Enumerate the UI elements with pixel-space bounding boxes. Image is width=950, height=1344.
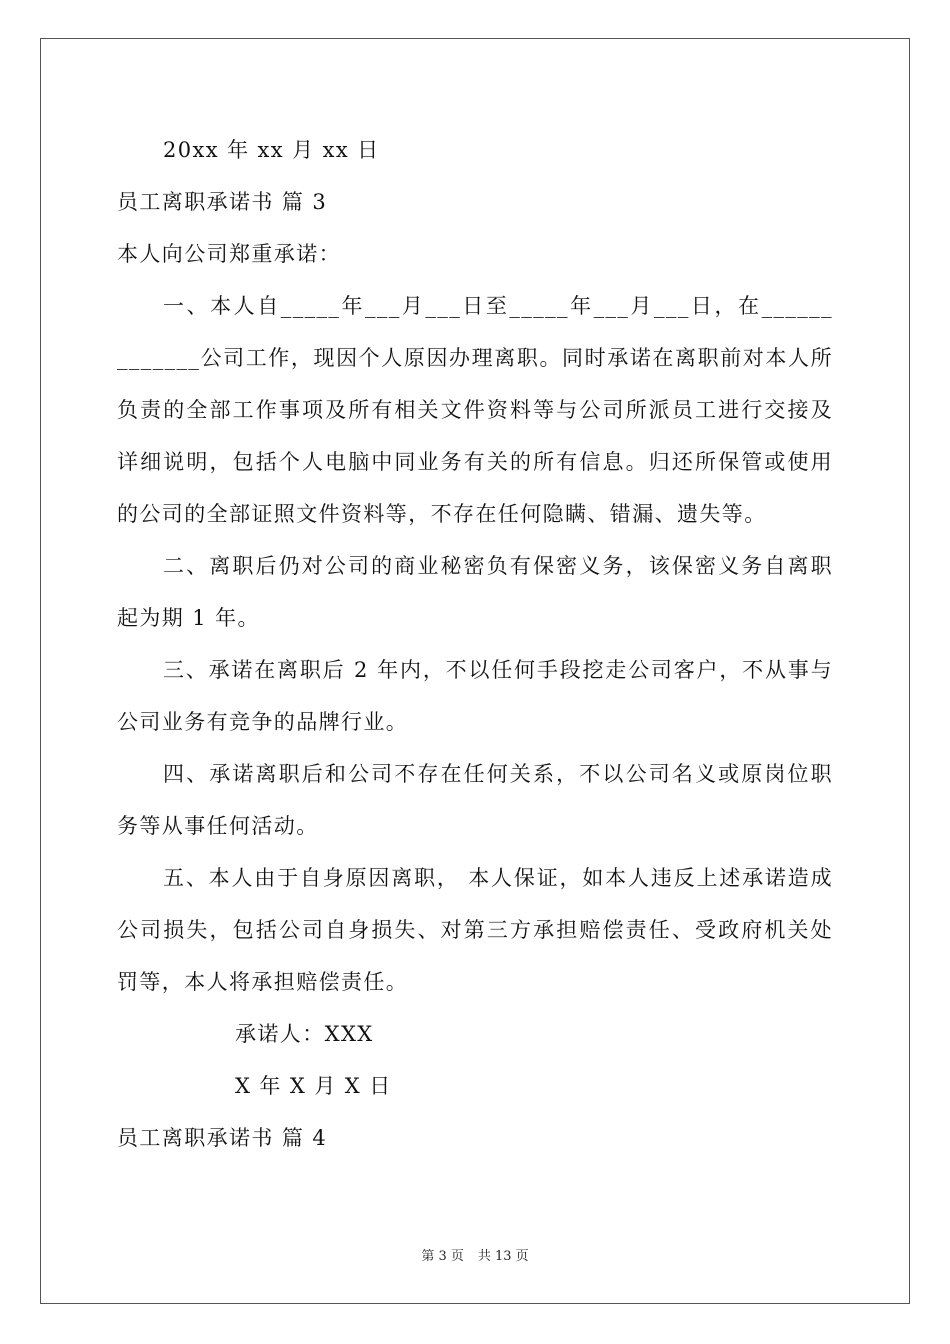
clause-2: 二、离职后仍对公司的商业秘密负有保密义务，该保密义务自离职起为期 1 年。: [117, 554, 833, 630]
clause-1: 一、本人自_____年___月___日至_____年___月___日，在______ _______公司工作，现因个人原因办理离职。同时承诺在离职前对本人所负责的全部工作事项及所有相关文件资料等与公司所派员工进行交接及详细说明，包括个人电脑中同业务有关的所有信息。归还所保管或使用的公司的全部证照文件资料等，不存在任何隐瞒、错漏、遗失等。: [117, 294, 833, 526]
clause-4: 四、承诺离职后和公司不存在任何关系，不以公司名义或原岗位职务等从事任何活动。: [117, 762, 833, 838]
page-footer: [0, 1245, 950, 1264]
document-body: [117, 124, 833, 1164]
section-heading-4: 员工离职承诺书 篇 4: [117, 1126, 328, 1150]
clause-5: 五、本人由于自身原因离职， 本人保证，如本人违反上述承诺造成公司损失，包括公司自身损失、对第三方承担赔偿责任、受政府机关处罚等，本人将承担赔偿责任。: [117, 866, 833, 994]
section-heading-3: 员工离职承诺书 篇 3: [117, 190, 328, 214]
sign-date: X 年 X 月 X 日: [235, 1074, 392, 1098]
clause-3: 三、承诺在离职后 2 年内，不以任何手段挖走公司客户，不从事与公司业务有竞争的品牌行业。: [117, 658, 833, 734]
signer-line: 承诺人：XXX: [235, 1022, 374, 1046]
page-number: 第 3 页: [421, 1249, 464, 1264]
intro-line: 本人向公司郑重承诺：: [117, 242, 341, 266]
date-top: 20xx 年 xx 月 xx 日: [163, 138, 380, 162]
page-total: 共 13 页: [477, 1249, 529, 1264]
